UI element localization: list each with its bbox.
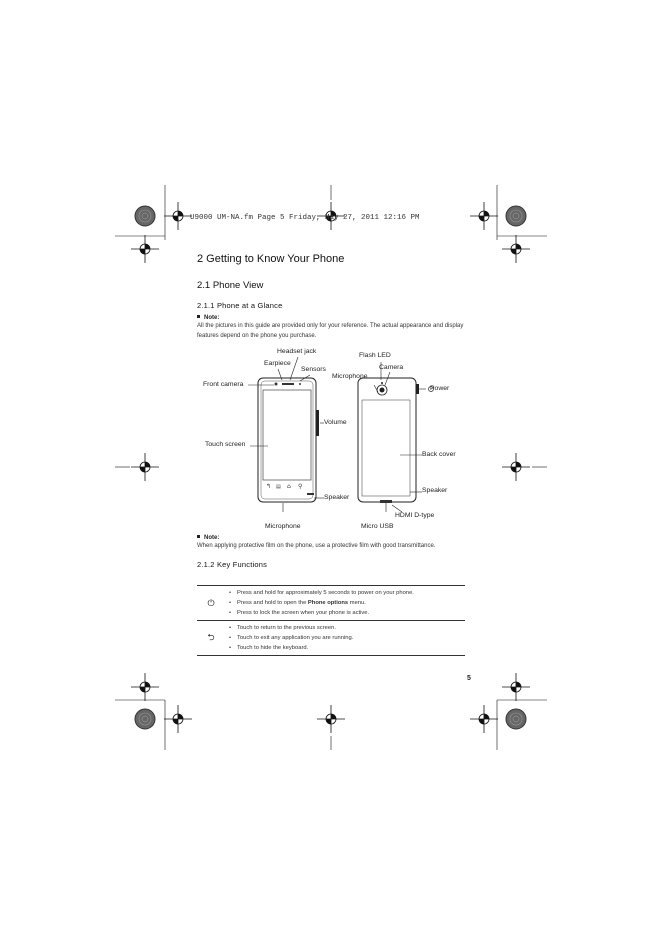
key-row-back: [197, 621, 465, 656]
key-functions-table: [197, 585, 465, 656]
note-bullet-icon: [197, 315, 200, 318]
svg-text:⌂: ⌂: [287, 483, 291, 490]
key-text: Press and hold to open the: [237, 600, 308, 606]
label-back-cover: Back cover: [422, 451, 456, 458]
svg-text:⚲: ⚲: [298, 483, 303, 490]
note-text: All the pictures in this guide are provided only for your reference. The actual appearance and display features depend on the phone you purchase.: [197, 323, 464, 339]
label-volume: Volume: [324, 419, 347, 426]
label-speaker-back: Speaker: [422, 487, 448, 494]
label-touch-screen: Touch screen: [205, 441, 246, 448]
power-icon: ⏻: [207, 597, 215, 608]
label-headset-jack: Headset jack: [277, 348, 317, 355]
key-text: Touch to exit any application you are running.: [237, 635, 354, 641]
key-item: [229, 645, 465, 651]
key-row-power: [197, 586, 465, 621]
page-number: 5: [467, 675, 471, 682]
front-phone-illustration: [258, 378, 319, 502]
back-icon: ⮌: [207, 632, 215, 642]
back-phone-illustration: [358, 378, 419, 503]
file-header: U9000 UM-NA.fm Page 5 Friday, May 27, 2011 12:16 PM: [190, 214, 420, 222]
note2-label-text: Note:: [204, 535, 220, 541]
label-camera: Camera: [379, 364, 404, 371]
section-title: 2.1 Phone View: [197, 280, 264, 291]
note-label: [197, 315, 219, 321]
label-micro-usb: Micro USB: [361, 523, 394, 530]
phone-diagram: [190, 340, 470, 540]
label-flash-led: Flash LED: [359, 352, 391, 359]
key-text: Touch to return to the previous screen.: [237, 625, 336, 631]
key-text: Press and hold for approximately 5 seconds to power on your phone.: [237, 590, 414, 596]
subsection-title-phone-at-a-glance: 2.1.1 Phone at a Glance: [197, 301, 283, 310]
label-earpiece: Earpiece: [264, 360, 291, 367]
label-power: Power: [430, 385, 450, 392]
svg-text:↰: ↰: [266, 483, 272, 490]
key-item: [229, 610, 465, 616]
label-microphone-bottom: Microphone: [265, 523, 301, 530]
note2-text: When applying protective film on the phone, use a protective film with good transmittance.: [197, 543, 436, 549]
key-item: [229, 635, 465, 641]
key-item: [229, 625, 465, 631]
subsection-title-key-functions: 2.1.2 Key Functions: [197, 560, 268, 569]
key-item: [229, 600, 465, 606]
label-speaker-front: Speaker: [324, 494, 350, 501]
note2-bullet-icon: [197, 535, 200, 538]
label-hdmi: HDMI D-type: [395, 512, 435, 519]
svg-text:▤: ▤: [276, 484, 281, 490]
note2-label: [197, 535, 219, 541]
key-text: menu.: [348, 600, 366, 606]
chapter-title: 2 Getting to Know Your Phone: [197, 253, 345, 265]
label-microphone-top: Microphone: [332, 373, 368, 380]
note-label-text: Note:: [204, 315, 220, 321]
key-text: Touch to hide the keyboard.: [237, 645, 309, 651]
key-item: [229, 590, 465, 596]
key-text-bold: Phone options: [307, 600, 349, 606]
label-sensors: Sensors: [301, 366, 326, 373]
key-text: Press to lock the screen when your phone is active.: [237, 610, 370, 616]
label-front-camera: Front camera: [203, 381, 244, 388]
